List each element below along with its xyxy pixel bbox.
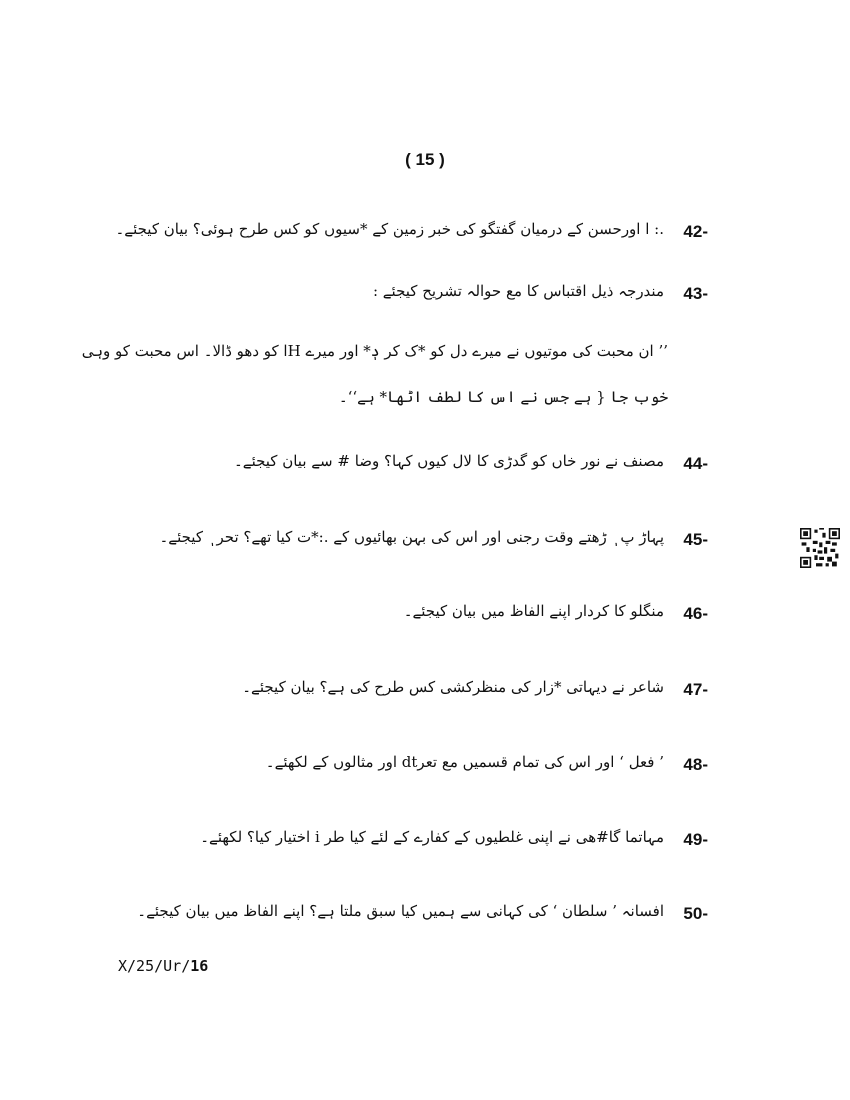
question-46	[150, 600, 708, 630]
paper-code	[118, 957, 208, 975]
question-number: 48-	[683, 755, 708, 774]
question-50	[137, 900, 708, 930]
question-text: افسانہ ’ سلطان ‘ کی کہانی سے ہمیں کیا سبق ملتا ہے؟ اپنے الفاظ میں بیان کیجئے۔	[137, 902, 664, 920]
question-number: 50-	[683, 904, 708, 923]
paper-code-prefix: X/25/Ur/	[118, 957, 191, 975]
question-number: 44-	[683, 454, 708, 473]
paper-code-page: 16	[190, 957, 209, 975]
passage-line-1: ’’ ان محبت کی موتیوں نے میرے دل کو *ک کر دٖ* اور میرے Hا کو دھو ڈالا۔ اس محبت کو وہی	[81, 342, 668, 360]
question-number: 42-	[683, 222, 708, 241]
quoted-passage	[81, 328, 668, 420]
question-text: پہاڑ پ ٖ ڑھتے وقت رجنی اور اس کی بہن بھائیوں کے .:*ت کیا تھے؟ تحر ٖ کیجئے۔	[159, 528, 664, 546]
question-42	[115, 218, 708, 248]
question-number: 45-	[683, 530, 708, 549]
question-text: مندرجہ ذیل اقتباس کا مع حوالہ تشریح کیجئے :	[372, 282, 664, 300]
question-text: ’ فعل ‘ اور اس کی تمام قسمیں مع تعرdt اور مثالوں کے لکھئے۔	[265, 753, 664, 771]
question-number: 43-	[683, 284, 708, 303]
question-45	[150, 526, 708, 556]
question-text: منگلو کا کردار اپنے الفاظ میں بیان کیجئے۔	[403, 602, 664, 620]
question-44	[150, 450, 708, 480]
question-number: 49-	[683, 830, 708, 849]
question-43	[150, 280, 708, 310]
question-number: 46-	[683, 604, 708, 623]
page-number: ( 15 )	[405, 150, 445, 169]
question-49	[150, 826, 708, 856]
question-text: شاعر نے دیہاتی *زار کی منظرکشی کس طرح کی ہے؟ بیان کیجئے۔	[242, 678, 664, 696]
question-text: مہاتما گا#ھی نے اپنی غلطیوں کے کفارے کے لئے کیا طر i اختیار کیا؟ لکھئے۔	[200, 828, 664, 846]
question-47	[150, 676, 708, 706]
qr-code-icon	[800, 528, 840, 568]
question-48	[150, 751, 708, 781]
question-number: 47-	[683, 680, 708, 699]
passage-line-2: خوب جا { ہے جس نے اس کا لطف اٹھا* ہے‘‘۔	[338, 388, 668, 406]
question-text: مصنف نے نور خاں کو گدڑی کا لال کیوں کہا؟ وضا # سے بیان کیجئے۔	[233, 452, 664, 470]
question-text: .: ا اورحسن کے درمیان گفتگو کی خبر زمین کے *سیوں کو کس طرح ہوئی؟ بیان کیجئے۔	[115, 220, 664, 238]
